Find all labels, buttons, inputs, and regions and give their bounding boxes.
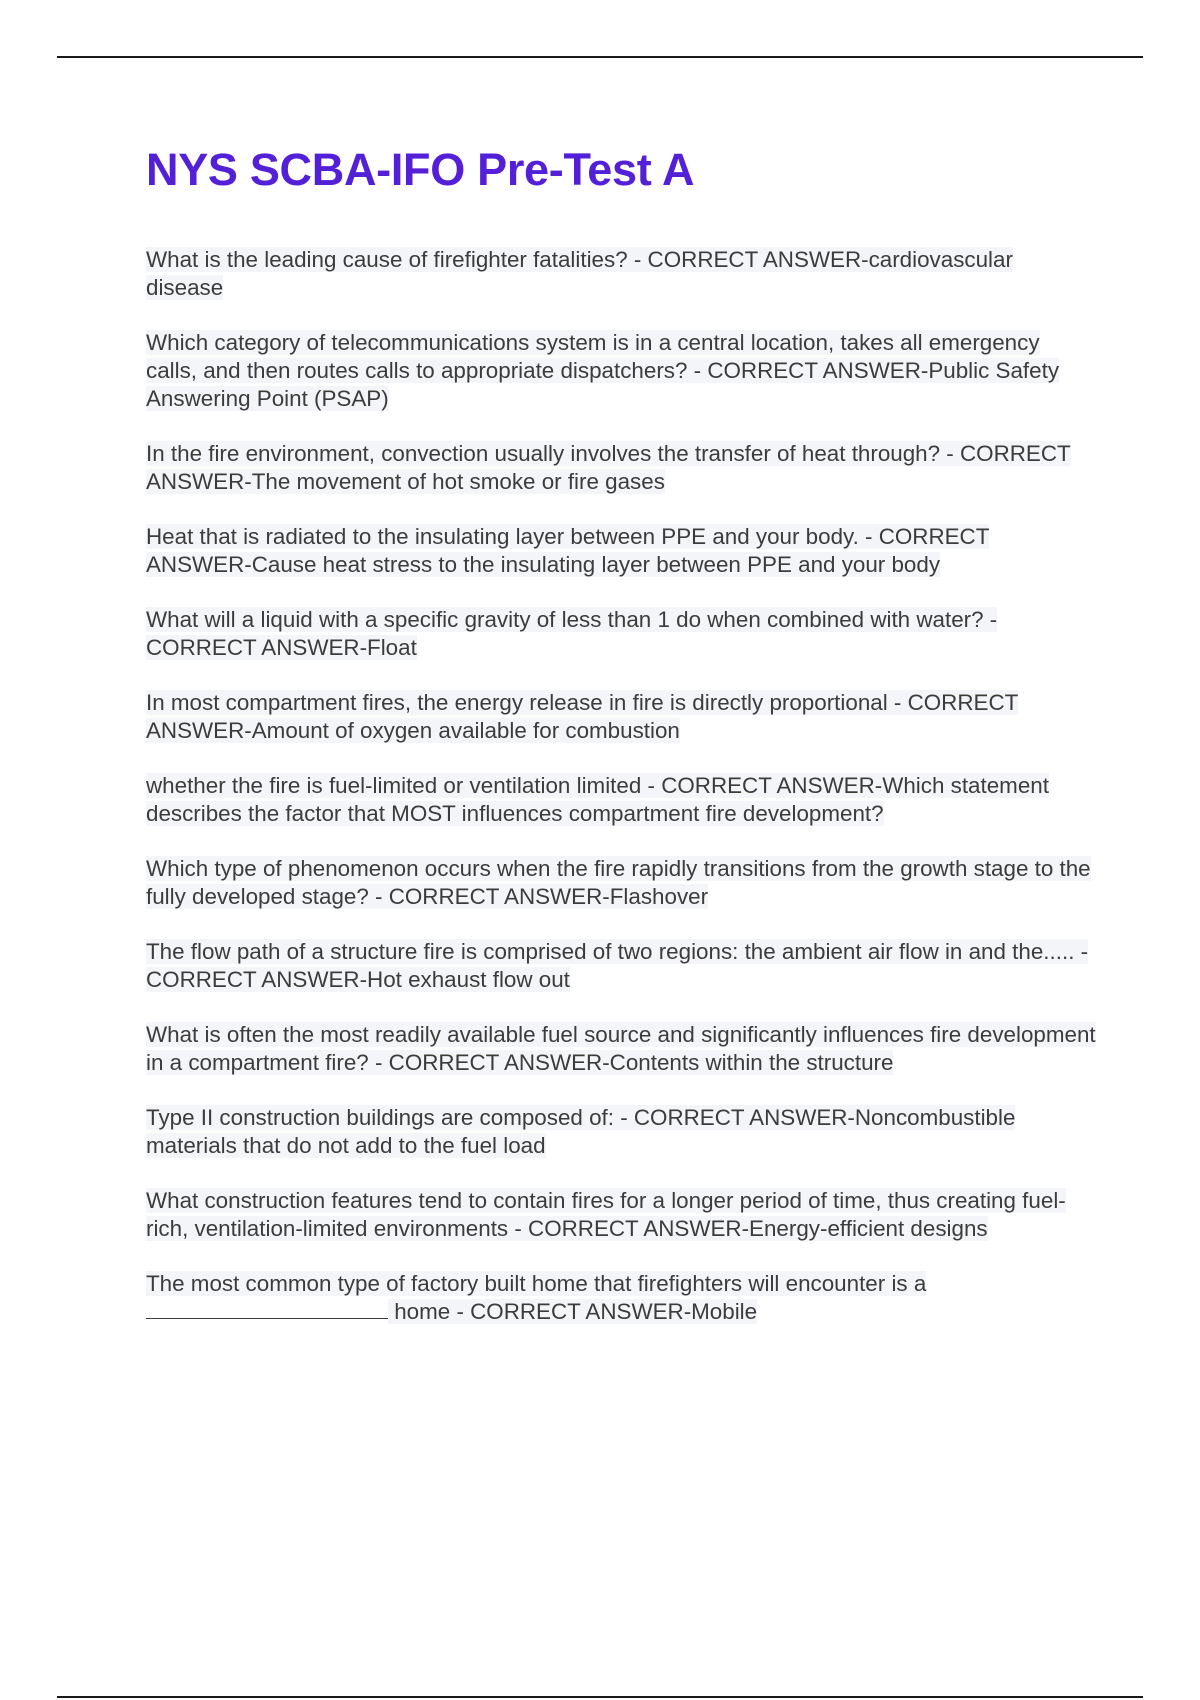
top-rule [57,56,1143,58]
qa-text-before-blank: The most common type of factory built home that firefighters will encounter is a [146,1271,927,1296]
qa-item [146,1104,1096,1160]
qa-text: The flow path of a structure fire is comprised of two regions: the ambient air flow in and the..... - CORRECT ANSWER-Hot exhaust flow out [146,939,1089,992]
qa-item [146,523,1096,579]
qa-text-after-blank: home - CORRECT ANSWER-Mobile [388,1299,758,1324]
document-title: NYS SCBA-IFO Pre-Test A [146,144,695,195]
qa-item [146,606,1096,662]
qa-item [146,772,1096,828]
qa-item [146,1021,1096,1077]
bottom-rule [57,1696,1143,1698]
qa-text: What is the leading cause of firefighter fatalities? - CORRECT ANSWER-cardiovascular disease [146,247,1013,300]
qa-text: Which type of phenomenon occurs when the fire rapidly transitions from the growth stage to the fully developed stage? - CORRECT ANSWER-Flashover [146,856,1091,909]
qa-item [146,1187,1096,1243]
qa-text: Type II construction buildings are composed of: - CORRECT ANSWER-Noncombustible materials that do not add to the fuel load [146,1105,1016,1158]
qa-list [146,246,1096,1326]
qa-item-last [146,1270,1096,1326]
qa-text: What is often the most readily available fuel source and significantly influences fire development in a compartment fire? - CORRECT ANSWER-Contents within the structure [146,1022,1096,1075]
qa-item [146,246,1096,302]
qa-text: In most compartment fires, the energy release in fire is directly proportional - CORRECT ANSWER-Amount of oxygen available for combustion [146,690,1019,743]
qa-text: Which category of telecommunications system is in a central location, takes all emergency calls, and then routes calls to appropriate dispatchers? - CORRECT ANSWER-Public Safety Answering Point (PSAP) [146,330,1060,411]
qa-item [146,855,1096,911]
qa-item [146,689,1096,745]
qa-text: What will a liquid with a specific gravity of less than 1 do when combined with water? - CORRECT ANSWER-Float [146,607,998,660]
qa-text: In the fire environment, convection usually involves the transfer of heat through? - CORRECT ANSWER-The movement of hot smoke or fire gases [146,441,1071,494]
qa-item [146,440,1096,496]
qa-text: What construction features tend to contain fires for a longer period of time, thus creating fuel-rich, ventilation-limited environments - CORRECT ANSWER-Energy-efficient designs [146,1188,1066,1241]
qa-item [146,938,1096,994]
qa-text: whether the fire is fuel-limited or ventilation limited - CORRECT ANSWER-Which statement describes the factor that MOST influences compartment fire development? [146,773,1049,826]
qa-item [146,329,1096,413]
qa-text: Heat that is radiated to the insulating layer between PPE and your body. - CORRECT ANSWER-Cause heat stress to the insulating layer between PPE and your body [146,524,990,577]
document-body [146,140,1096,1353]
answer-blank-line [146,1298,388,1319]
